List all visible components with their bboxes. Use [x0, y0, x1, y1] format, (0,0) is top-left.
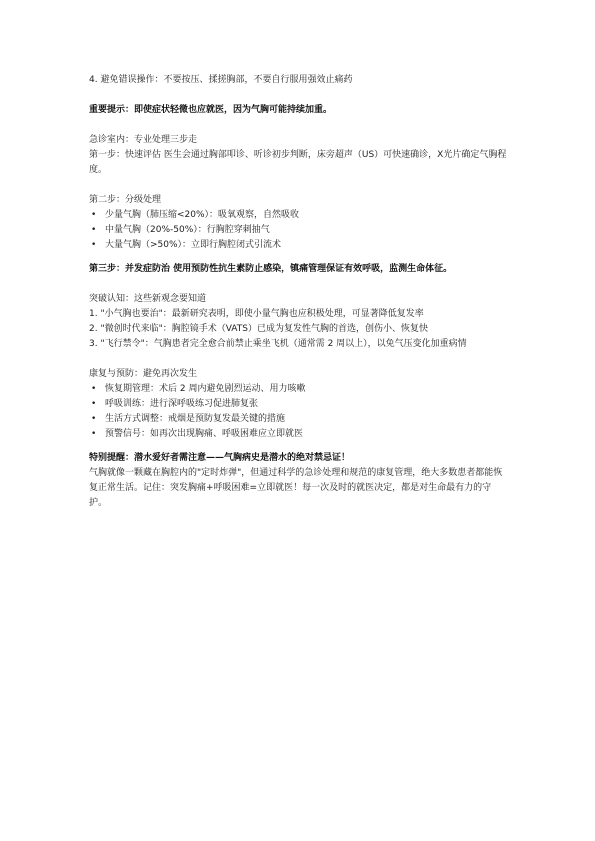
list-item: • 预警信号：如再次出现胸痛、呼吸困难应立即就医: [89, 427, 509, 442]
recovery-list: [89, 382, 509, 442]
list-item: • 呼吸训练：进行深呼吸练习促进肺复张: [89, 397, 509, 412]
special-reminder-body: 气胸就像一颗藏在胸腔内的"定时炸弹"，但通过科学的急诊处理和规范的康复管理，绝大多数患者都能恢复正常生活。记住：突发胸痛+呼吸困难=立即就医！每一次及时的就医决定，都是对生命最有力的守护。: [89, 468, 503, 508]
er-step-2-heading: 第二步：分级处理: [89, 195, 162, 205]
list-item: • 少量气胸（肺压缩<20%）：吸氧观察，自然吸收: [89, 208, 509, 223]
list-item: • 恢复期管理：术后 2 周内避免剧烈运动、用力咳嗽: [89, 382, 509, 397]
list-item: • 大量气胸（>50%）：立即行胸腔闭式引流术: [89, 238, 509, 253]
recovery-heading: 康复与预防：避免再次发生: [89, 369, 198, 379]
er-step-2-list: [89, 208, 509, 253]
list-item: • 中量气胸（20%-50%）：行胸腔穿刺抽气: [89, 223, 509, 238]
concepts-heading: 突破认知：这些新观念要知道: [89, 294, 207, 304]
special-reminder-title: 特别提醒：潜水爱好者需注意——气胸病史是潜水的绝对禁忌证！: [89, 453, 351, 463]
concept-item: 1. "小气胸也要治"：最新研究表明，即使小量气胸也应积极处理，可显著降低复发率: [89, 309, 424, 319]
document-body: [89, 73, 509, 511]
concept-item: 3. "飞行禁令"：气胸患者完全愈合前禁止乘坐飞机（通常需 2 周以上），以免气压变化加重病情: [89, 339, 467, 349]
list-item-avoid-wrong-operation: 4. 避免错误操作：不要按压、揉搓胸部，不要自行服用强效止痛药: [89, 75, 353, 85]
important-tip: 重要提示：即使症状轻微也应就医，因为气胸可能持续加重。: [89, 105, 333, 115]
er-step-1: 第一步：快速评估 医生会通过胸部叩诊、听诊初步判断，床旁超声（US）可快速确诊，X光片确定气胸程度。: [89, 150, 507, 175]
concept-item: 2. "微创时代来临"：胸腔镜手术（VATS）已成为复发性气胸的首选，创伤小、恢复快: [89, 324, 428, 334]
er-step-3: 第三步：并发症防治 使用预防性抗生素防止感染，镇痛管理保证有效呼吸，监测生命体征。: [89, 264, 453, 274]
list-item: • 生活方式调整：戒烟是预防复发最关键的措施: [89, 412, 509, 427]
er-heading: 急诊室内：专业处理三步走: [89, 135, 198, 145]
